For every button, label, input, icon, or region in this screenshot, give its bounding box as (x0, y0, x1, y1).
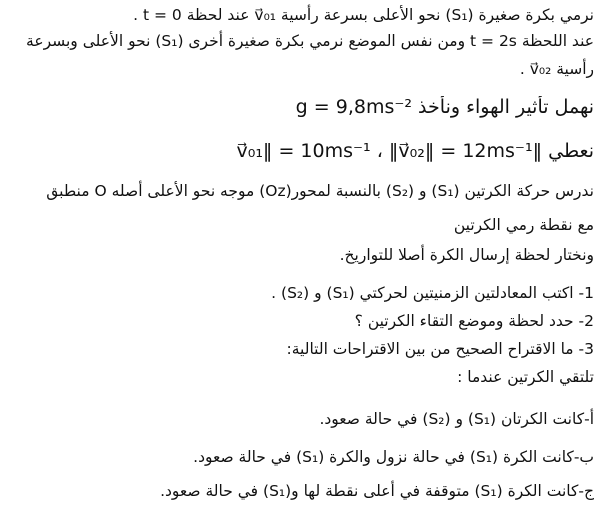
statement-line-1: نرمي بكرة صغيرة (S₁) نحو الأعلى بسرعة رأسية v⃗₀₁ عند لحظة t = 0 . (133, 6, 594, 24)
time-origin-line: ونختار لحظة إرسال الكرة أصلا للتواريخ. (339, 246, 594, 264)
statement-line-3: رأسية v⃗₀₂ . (519, 60, 594, 78)
study-axis-line: ندرس حركة الكرتين (S₁) و (S₂) بالنسبة لمحور(Oz) موجه نحو الأعلى أصله O منطبق (46, 182, 594, 200)
option-c: ج-كانت الكرة (S₁) متوقفة في أعلى نقطة لها و(S₁) في حالة صعود. (160, 482, 594, 500)
question-3-stem: تلتقي الكرتين عندما : (457, 368, 594, 386)
question-2: 2- حدد لحظة وموضع التقاء الكرتين ؟ (354, 312, 594, 330)
question-1: 1- اكتب المعادلتين الزمنيتين لحركتي (S₁) و (S₂) . (271, 284, 594, 302)
study-origin-line: مع نقطة رمي الكرتين (453, 216, 594, 234)
question-3: 3- ما الاقتراح الصحيح من بين الاقتراحات التالية: (286, 340, 594, 358)
given-speeds-line: نعطي ‖v⃗₀₁‖ = 10ms⁻¹ ، ‖v⃗₀₂‖ = 12ms⁻¹ (236, 140, 594, 162)
statement-line-2: عند اللحظة t = 2s ومن نفس الموضع نرمي بكرة صغيرة أخرى (S₁) نحو الأعلى وبسرعة (26, 32, 594, 50)
option-b: ب-كانت الكرة (S₁) في حالة نزول والكرة (S₁) في حالة صعود. (193, 448, 594, 466)
given-gravity-line: نهمل تأثير الهواء ونأخذ g = 9,8ms⁻² (295, 96, 594, 118)
option-a: أ-كانت الكرتان (S₁) و (S₂) في حالة صعود. (319, 410, 594, 428)
